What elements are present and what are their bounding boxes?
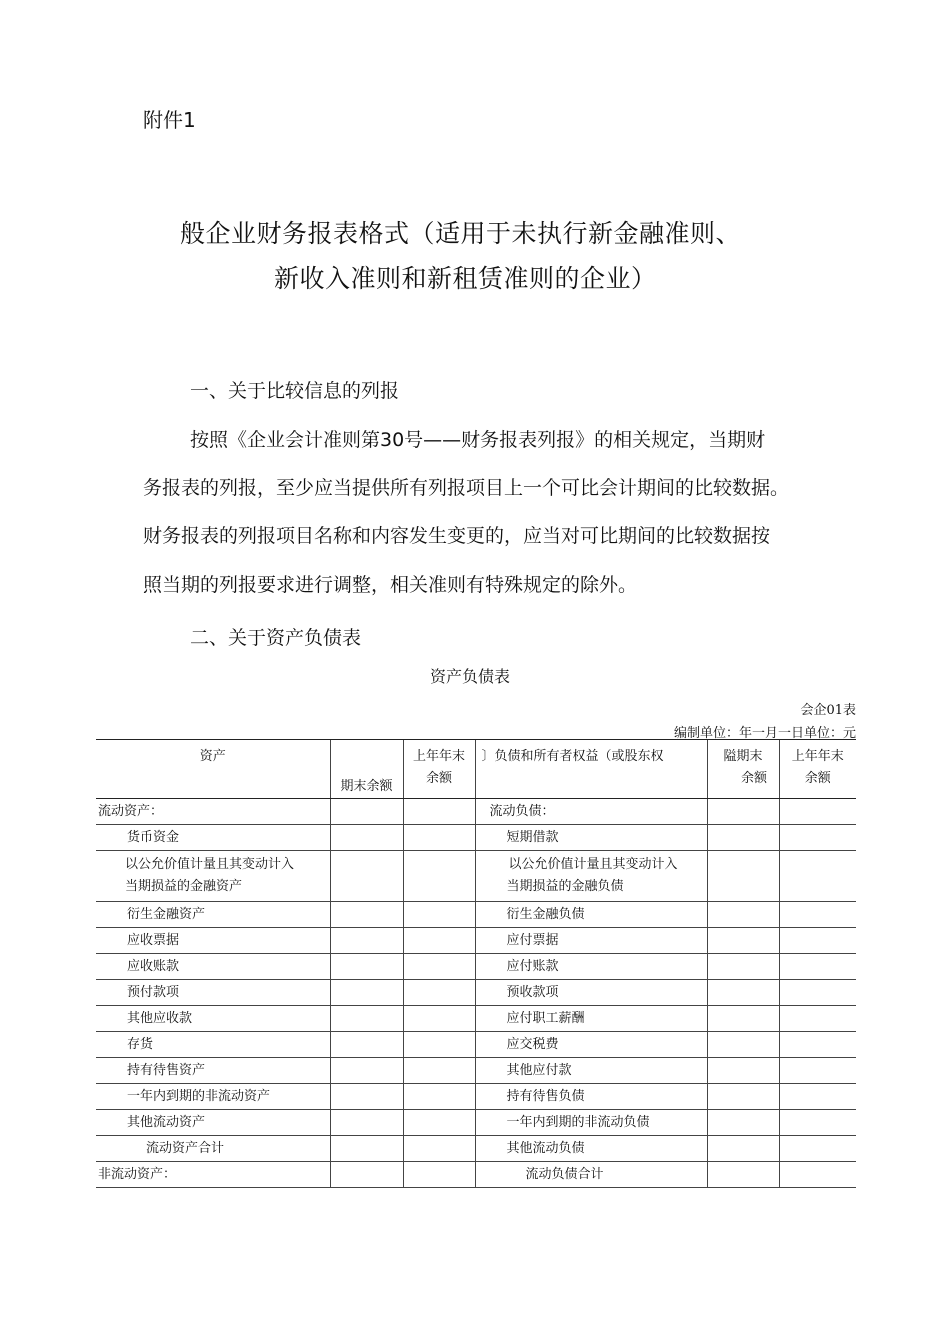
value-cell[interactable] (779, 1162, 856, 1188)
asset-cell: 以公允价值计量且其变动计入 当期损益的金融资产 (96, 851, 330, 902)
doc-title-line2: 新收入准则和新租赁准则的企业） (274, 264, 657, 293)
section1-paragraph-line2: 务报表的列报，至少应当提供所有列报项目上一个可比会计期间的比较数据。 (143, 477, 790, 499)
value-cell[interactable] (403, 902, 475, 928)
header-assets-end-balance: 期末余额 (330, 740, 403, 799)
asset-cell: 存货 (96, 1032, 330, 1058)
asset-cell: 货币资金 (96, 825, 330, 851)
value-cell[interactable] (403, 1006, 475, 1032)
header-liab-prev-balance: 上年年末 余额 (779, 740, 856, 799)
liability-cell: 一年内到期的非流动负债 (475, 1110, 707, 1136)
value-cell[interactable] (330, 980, 403, 1006)
table-row (96, 1084, 856, 1110)
value-cell[interactable] (403, 825, 475, 851)
asset-cell: 应收账款 (96, 954, 330, 980)
value-cell[interactable] (330, 902, 403, 928)
value-cell[interactable] (779, 825, 856, 851)
value-cell[interactable] (779, 851, 856, 902)
asset-cell: 一年内到期的非流动资产 (96, 1084, 330, 1110)
asset-cell: 非流动资产： (96, 1162, 330, 1188)
value-cell[interactable] (707, 1162, 779, 1188)
table-row (96, 954, 856, 980)
value-cell[interactable] (330, 1058, 403, 1084)
value-cell[interactable] (779, 1084, 856, 1110)
liability-cell: 其他应付款 (475, 1058, 707, 1084)
liability-cell: 预收款项 (475, 980, 707, 1006)
liability-cell: 应付职工薪酬 (475, 1006, 707, 1032)
value-cell[interactable] (707, 902, 779, 928)
value-cell[interactable] (403, 954, 475, 980)
value-cell[interactable] (403, 1058, 475, 1084)
value-cell[interactable] (707, 1110, 779, 1136)
liability-cell: 应付账款 (475, 954, 707, 980)
value-cell[interactable] (330, 851, 403, 902)
value-cell[interactable] (707, 954, 779, 980)
value-cell[interactable] (707, 1058, 779, 1084)
asset-cell: 流动资产合计 (96, 1136, 330, 1162)
header-liab-end-balance: 隘期末 余额 (707, 740, 779, 799)
asset-cell: 持有待售资产 (96, 1058, 330, 1084)
value-cell[interactable] (403, 1162, 475, 1188)
liability-cell: 应交税费 (475, 1032, 707, 1058)
value-cell[interactable] (330, 954, 403, 980)
value-cell[interactable] (779, 799, 856, 825)
header-liabilities-equity: 〕负债和所有者权益（或股东权 (475, 740, 707, 799)
value-cell[interactable] (403, 1084, 475, 1110)
balance-sheet-title: 资产负债表 (430, 667, 511, 686)
table-row (96, 928, 856, 954)
value-cell[interactable] (779, 1032, 856, 1058)
value-cell[interactable] (779, 954, 856, 980)
value-cell[interactable] (707, 851, 779, 902)
value-cell[interactable] (330, 799, 403, 825)
value-cell[interactable] (779, 928, 856, 954)
liability-cell: 以公允价值计量且其变动计入 当期损益的金融负债 (475, 851, 707, 902)
value-cell[interactable] (707, 928, 779, 954)
value-cell[interactable] (707, 1006, 779, 1032)
value-cell[interactable] (707, 799, 779, 825)
table-row (96, 1162, 856, 1188)
section1-paragraph-line1: 按照《企业会计准则第30号——财务报表列报》的相关规定，当期财 (190, 429, 766, 451)
table-row (96, 1006, 856, 1032)
value-cell[interactable] (330, 1006, 403, 1032)
value-cell[interactable] (403, 799, 475, 825)
asset-cell: 应收票据 (96, 928, 330, 954)
value-cell[interactable] (403, 851, 475, 902)
value-cell[interactable] (330, 1136, 403, 1162)
liability-cell: 衍生金融负债 (475, 902, 707, 928)
table-row (96, 1058, 856, 1084)
value-cell[interactable] (330, 928, 403, 954)
table-row (96, 799, 856, 825)
asset-cell: 衍生金融资产 (96, 902, 330, 928)
liability-cell: 流动负债： (475, 799, 707, 825)
table-row (96, 1110, 856, 1136)
balance-sheet-table (96, 739, 856, 1188)
section1-paragraph-line4: 照当期的列报要求进行调整，相关准则有特殊规定的除外。 (143, 574, 638, 596)
asset-cell: 其他应收款 (96, 1006, 330, 1032)
section1-paragraph-line3: 财务报表的列报项目名称和内容发生变更的，应当对可比期间的比较数据按 (143, 525, 771, 547)
liability-cell: 短期借款 (475, 825, 707, 851)
value-cell[interactable] (707, 1032, 779, 1058)
liability-cell: 流动负债合计 (475, 1162, 707, 1188)
table-row (96, 902, 856, 928)
value-cell[interactable] (707, 1136, 779, 1162)
compile-unit-line: 编制单位：年一月一日单位：元 (673, 726, 856, 741)
value-cell[interactable] (707, 1084, 779, 1110)
asset-cell: 预付款项 (96, 980, 330, 1006)
value-cell[interactable] (403, 980, 475, 1006)
section2-heading: 二、关于资产负债表 (190, 627, 362, 649)
liability-cell: 持有待售负债 (475, 1084, 707, 1110)
value-cell[interactable] (779, 1110, 856, 1136)
value-cell[interactable] (403, 1032, 475, 1058)
attachment-label: 附件1 (143, 108, 196, 132)
table-header-row (96, 740, 856, 799)
value-cell[interactable] (779, 1136, 856, 1162)
value-cell[interactable] (403, 1136, 475, 1162)
value-cell[interactable] (779, 902, 856, 928)
liability-cell: 其他流动负债 (475, 1136, 707, 1162)
table-row (96, 825, 856, 851)
value-cell[interactable] (403, 1110, 475, 1136)
value-cell[interactable] (330, 1032, 403, 1058)
table-row (96, 1032, 856, 1058)
value-cell[interactable] (403, 928, 475, 954)
header-assets: 资产 (96, 740, 330, 799)
asset-cell: 流动资产： (96, 799, 330, 825)
value-cell[interactable] (330, 1110, 403, 1136)
doc-title-line1: 般企业财务报表格式（适用于未执行新金融准则、 (180, 219, 742, 248)
liability-cell: 应付票据 (475, 928, 707, 954)
value-cell[interactable] (330, 825, 403, 851)
value-cell[interactable] (779, 1006, 856, 1032)
value-cell[interactable] (330, 1162, 403, 1188)
header-assets-prev-balance: 上年年末 余额 (403, 740, 475, 799)
value-cell[interactable] (707, 980, 779, 1006)
table-row (96, 980, 856, 1006)
value-cell[interactable] (779, 980, 856, 1006)
value-cell[interactable] (330, 1084, 403, 1110)
table-row (96, 851, 856, 902)
section1-heading: 一、关于比较信息的列报 (190, 380, 400, 402)
form-code: 会企01表 (800, 703, 856, 718)
value-cell[interactable] (779, 1058, 856, 1084)
value-cell[interactable] (707, 825, 779, 851)
table-row (96, 1136, 856, 1162)
asset-cell: 其他流动资产 (96, 1110, 330, 1136)
